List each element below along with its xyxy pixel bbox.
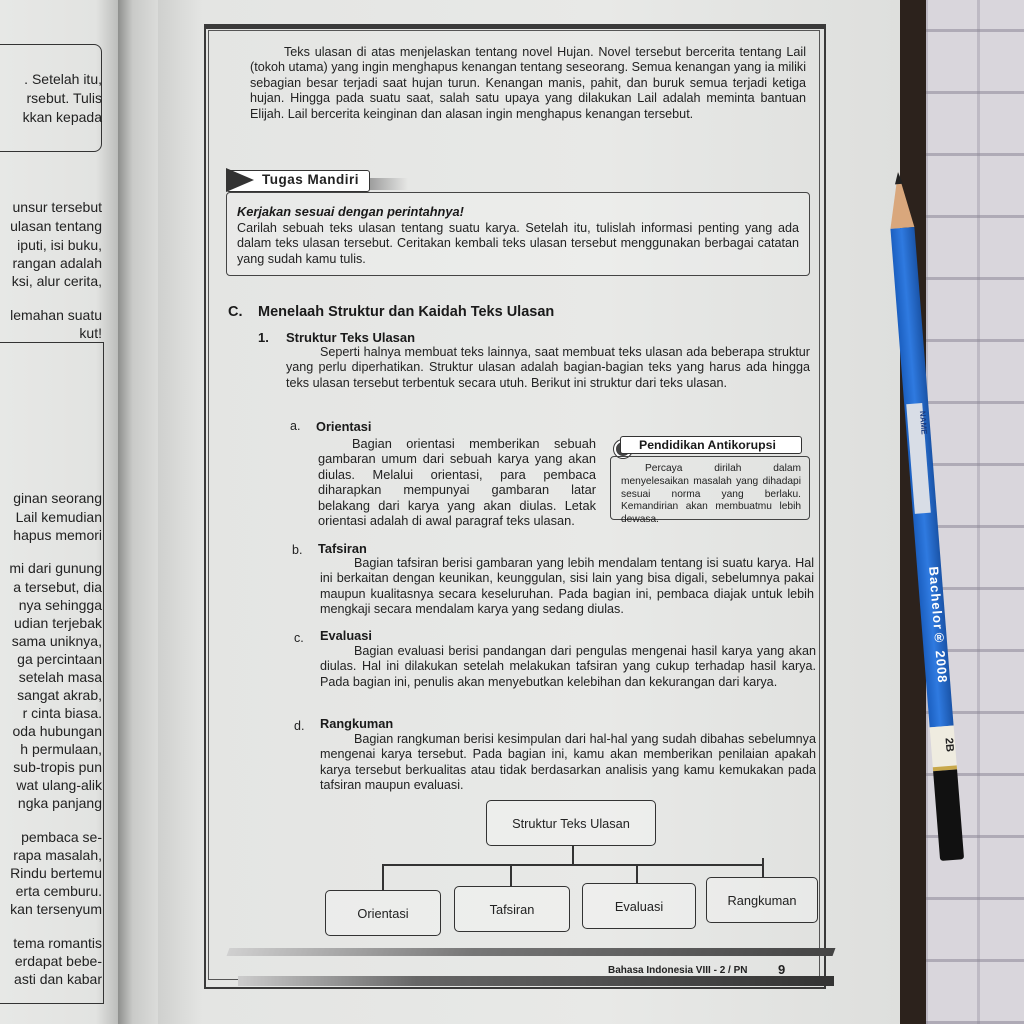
- item-b-letter: b.: [292, 543, 303, 557]
- subsection-1-number: 1.: [258, 330, 269, 345]
- subsection-1-title: Struktur Teks Ulasan: [286, 330, 416, 345]
- footer-decor-bar: [227, 948, 836, 956]
- antikorupsi-body: [610, 456, 810, 526]
- diagram-child-rangkuman: Rangkuman: [706, 877, 818, 923]
- section-c-title: Menelaah Struktur dan Kaidah Teks Ulasan: [258, 304, 555, 320]
- diagram-connector: [636, 864, 638, 884]
- left-page-line: r cinta biasa.: [22, 705, 102, 721]
- diagram-connector: [382, 864, 764, 866]
- antikorupsi-text: Percaya dirilah dalam menyelesaikan masalah yang dihadapi sesuai norma yang berlaku. Kemandirian akan membuatmu lebih dewasa.: [621, 463, 801, 526]
- item-c-letter: c.: [294, 631, 304, 645]
- pencil-grade: 2B: [942, 737, 956, 753]
- tugas-mandiri-body: Carilah sebuah teks ulasan tentang suatu karya. Setelah itu, tulislah informasi penting yang ada dalam teks ulasan tersebut. Ceritakan kembali teks ulasan tersebut menggunakan berbagai catatan yang sudah kamu tulis.: [237, 221, 799, 266]
- left-page-line: ga percintaan: [17, 651, 102, 667]
- left-page-line: sangat akrab,: [17, 687, 102, 703]
- left-page-line: erta cemburu.: [15, 883, 102, 899]
- left-page-line: wat ulang-alik: [16, 777, 102, 793]
- left-page-line: a tersebut, dia: [13, 579, 102, 595]
- left-page-line: pembaca se-: [21, 829, 102, 845]
- diagram-child-evaluasi: Evaluasi: [582, 883, 696, 929]
- arrow-icon: [226, 168, 254, 192]
- left-page-line: sub-tropis pun: [13, 759, 102, 775]
- tugas-mandiri-instruction: Kerjakan sesuai dengan perintahnya!: [237, 204, 464, 219]
- left-page-line: Lail kemudian: [15, 509, 102, 525]
- left-page-line: udian terjebak: [14, 615, 102, 631]
- footer-decor-bar: [238, 976, 834, 986]
- diagram-child-orientasi: Orientasi: [325, 890, 441, 936]
- left-page-line: kkan kepada: [22, 109, 102, 125]
- left-page-line: ginan seorang: [13, 490, 102, 506]
- tugas-mandiri-box: [226, 192, 810, 276]
- subsection-1-body: Seperti halnya membuat teks lainnya, saat membuat teks ulasan ada beberapa struktur yang perlu diperhatikan. Struktur ulasan adalah bagian-bagian teks yang harus ada hingga teks ulasan tersebut terbentuk secara utuh. Berikut ini struktur dari teks ulasan.: [286, 345, 810, 390]
- book-spine: [118, 0, 160, 1024]
- diagram-connector: [762, 858, 764, 878]
- left-page-line: rsebut. Tulis: [26, 90, 102, 106]
- left-page-line: oda hubungan: [12, 723, 102, 739]
- left-page: [0, 0, 120, 1024]
- left-page-line: unsur tersebut: [12, 199, 102, 215]
- footer-book-title: Bahasa Indonesia VIII - 2 / PN: [608, 965, 748, 976]
- left-page-line: kan tersenyum: [10, 901, 102, 917]
- pencil-brand: Bachelor® 2008: [926, 566, 951, 685]
- left-page-line: ulasan tentang: [10, 218, 102, 234]
- left-page-line: . Setelah itu,: [24, 71, 102, 87]
- diagram-root-box: Struktur Teks Ulasan: [486, 800, 656, 846]
- item-c-title: Evaluasi: [320, 628, 372, 643]
- left-page-line: asti dan kabar: [14, 971, 102, 987]
- pencil-end: [933, 769, 964, 861]
- tugas-mandiri-label: Tugas Mandiri: [262, 172, 360, 187]
- item-a-title: Orientasi: [316, 419, 372, 434]
- section-c-number: C.: [228, 304, 243, 320]
- intro-paragraph: Teks ulasan di atas menjelaskan tentang novel Hujan. Novel tersebut bercerita tentang Lail (tokoh utama) yang ingin menghapus kenangan tentang seseorang. Semua kenangan yang ia miliki sebagian besar terjadi saat hujan turun. Kenangan manis, pahit, dan buruk semua terjadi ketiga hujan. Hingga pada suatu saat, salah satu upaya yang dilakukan Lail adalah meminta bantuan Elijah. Lail bercerita keinginan dan alasan ingin menghapus kenangan tersebut.: [250, 45, 806, 121]
- left-page-line: rapa masalah,: [13, 847, 102, 863]
- left-page-line: rangan adalah: [12, 255, 102, 271]
- left-page-line: kut!: [79, 325, 102, 341]
- left-page-line: setelah masa: [18, 669, 102, 685]
- item-d-title: Rangkuman: [320, 716, 394, 731]
- diagram-connector: [572, 846, 574, 864]
- left-page-line: h permulaan,: [20, 741, 102, 757]
- left-page-line: mi dari gunung: [9, 560, 102, 576]
- item-d-letter: d.: [294, 719, 305, 733]
- item-b-body: Bagian tafsiran berisi gambaran yang lebih mendalam tentang isi suatu karya. Hal ini berkaitan dengan keunikan, keunggulan, sisi lain yang bisa digali, sebelumnya pakai maupun kualitasnya secara keseluruhan. Pada bagian ini, pembaca diajak untuk lebih mengkaji secara mendalam karya yang sedang diulas.: [320, 556, 814, 617]
- pencil-name-label: NAME: [917, 410, 929, 435]
- tugas-mandiri-badge: [226, 168, 396, 192]
- left-page-line: hapus memori: [13, 527, 102, 543]
- left-page-line: ngka panjang: [17, 795, 102, 811]
- antikorupsi-box: [610, 436, 810, 526]
- left-page-line: lemahan suatu: [10, 307, 102, 323]
- left-page-line: Rindu bertemu: [10, 865, 102, 881]
- badge-tail-shape: [368, 178, 408, 190]
- item-a-body: Bagian orientasi memberikan sebuah gambaran umum dari sebuah karya yang akan diulas. Melalui orientasi, para pembaca diharapkan mempunyai gambaran latar belakang dari karya yang akan diulas. Letak orientasi adalah di awal paragraf teks ulasan.: [318, 436, 596, 529]
- pencil-lead: [894, 172, 903, 185]
- left-page-line: erdapat bebe-: [14, 953, 102, 969]
- left-page-line: nya sehingga: [18, 597, 102, 613]
- diagram-connector: [510, 864, 512, 886]
- item-d-body: Bagian rangkuman berisi kesimpulan dari hal-hal yang sudah dibahas sebelumnya mengenai karya tersebut. Pada bagian ini, kamu akan memberikan penilaian apakah karya tersebut berkualitas atau tidak berdasarkan analisis yang kamu kemukakan pada tafsiran maupun evaluasi.: [320, 732, 816, 793]
- item-b-title: Tafsiran: [318, 541, 367, 556]
- item-a-letter: a.: [290, 419, 301, 433]
- left-page-line: tema romantis: [13, 935, 102, 951]
- diagram-child-tafsiran: Tafsiran: [454, 886, 570, 932]
- section-c-heading: [228, 304, 554, 320]
- diagram-connector: [382, 864, 384, 890]
- left-page-line: ksi, alur cerita,: [11, 273, 102, 289]
- left-page-line: iputi, isi buku,: [17, 237, 102, 253]
- item-c-body: Bagian evaluasi berisi pandangan dari pengulas mengenai hasil karya yang akan diulas. Hal ini dilakukan setelah melakukan tafsiran yang cukup terhadap hasil karya. Pada bagian ini, penulis akan menyebutkan kelebihan dan kekurangan dari karya.: [320, 644, 816, 689]
- page-number: 9: [778, 962, 786, 977]
- left-page-line: sama uniknya,: [11, 633, 102, 649]
- antikorupsi-label: Pendidikan Antikorupsi: [620, 436, 802, 454]
